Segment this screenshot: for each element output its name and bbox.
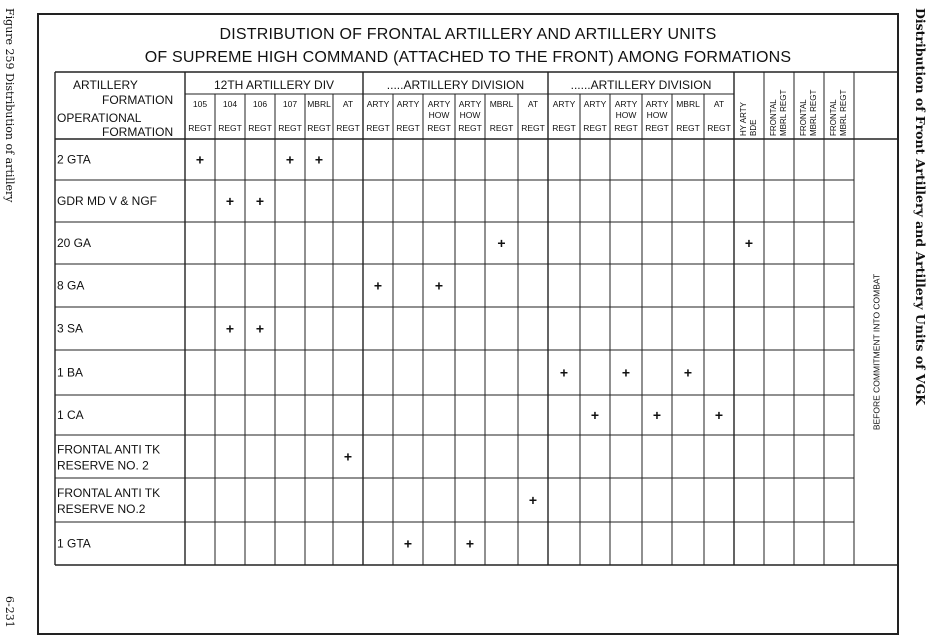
column-header-line3: REGT (583, 123, 607, 133)
plus-mark: + (373, 277, 383, 294)
column-header-line3: REGT (676, 123, 700, 133)
column-header-line1: AT (527, 99, 539, 109)
plus-mark: + (683, 364, 693, 381)
group-header-label: ......ARTILLERY DIVISION (570, 78, 712, 92)
column-header-line1: MBRL (489, 99, 514, 109)
row-label: 3 SA (57, 321, 84, 336)
extra-column-header-line1: FRONTAL (799, 99, 808, 136)
plus-mark: + (528, 492, 538, 508)
row-label-line2: RESERVE NO.2 (57, 502, 146, 516)
running-header-text: Distribution of Front Artillery and Artillery Units of VGK (913, 8, 928, 406)
row-label: 2 GTA (57, 152, 91, 167)
row-label: 1 CA (57, 408, 84, 422)
plus-mark: + (314, 151, 324, 168)
plus-mark: + (225, 193, 235, 209)
column-header-line1: ARTY (645, 99, 669, 109)
column-header-line3: REGT (645, 123, 669, 133)
title-line-1: DISTRIBUTION OF FRONTAL ARTILLERY AND ARTILLERY UNITS (219, 26, 717, 43)
plus-mark: + (744, 235, 754, 251)
row-label: 8 GA (57, 278, 85, 293)
page-number-text: 6-231 (3, 596, 16, 628)
group-header-label: .....ARTILLERY DIVISION (386, 78, 525, 92)
column-header-line1: 105 (192, 99, 208, 109)
column-header-line1: MBRL (676, 99, 700, 109)
plus-mark: + (714, 407, 724, 423)
extra-column-header-line2: MBRL REGT (779, 89, 788, 136)
corner-formation-label: FORMATION (102, 93, 174, 107)
plus-mark: + (343, 448, 353, 465)
column-header-line3: REGT (218, 123, 242, 133)
row-label: 1 GTA (57, 536, 91, 551)
figure-caption-text: Figure 259 Distribution of artillery (3, 8, 16, 203)
plus-mark: + (434, 277, 444, 294)
extra-column-header-line2: BDE (749, 119, 758, 136)
plus-mark: + (403, 535, 413, 552)
plus-mark: + (465, 535, 475, 552)
column-header-line1: ARTY (427, 99, 451, 109)
column-header-line2: HOW (428, 110, 450, 120)
column-header-line1: MBRL (307, 99, 331, 109)
column-header-line3: REGT (552, 123, 576, 133)
corner-operational-label: OPERATIONAL (57, 111, 142, 125)
column-header-line2: HOW (646, 110, 668, 120)
column-header-line3: REGT (248, 123, 272, 133)
extra-column-header-line2: MBRL REGT (809, 89, 818, 136)
plus-mark: + (621, 364, 631, 381)
plus-mark: + (497, 235, 506, 251)
column-header-line3: REGT (489, 123, 514, 133)
column-header-line3: REGT (336, 123, 360, 133)
column-header-line3: REGT (614, 123, 638, 133)
row-label-line1: FRONTAL ANTI TK (57, 442, 161, 457)
column-header-line3: REGT (366, 123, 390, 133)
column-header-line1: AT (713, 99, 725, 109)
column-header-line1: ARTY (552, 99, 576, 109)
vertical-note: BEFORE COMMITMENT INTO COMBAT (871, 273, 882, 431)
plus-mark: + (225, 320, 235, 337)
column-header-line2: HOW (459, 110, 481, 120)
column-header-line1: 106 (252, 99, 268, 109)
extra-column-header-line1: FRONTAL (769, 99, 778, 136)
column-header-line1: ARTY (396, 99, 420, 109)
row-label-line1: FRONTAL ANTI TK (57, 486, 161, 500)
column-header-line3: REGT (521, 123, 545, 133)
column-header-line3: REGT (458, 123, 482, 133)
extra-column-header-line2: MBRL REGT (839, 89, 848, 136)
column-header-line1: 107 (282, 99, 298, 109)
group-header-label: 12TH ARTILLERY DIV (213, 78, 335, 92)
plus-mark: + (255, 193, 265, 209)
corner-artillery-label: ARTILLERY (73, 78, 138, 92)
plus-mark: + (195, 151, 205, 168)
column-header-line3: REGT (396, 123, 420, 133)
column-header-line1: ARTY (583, 99, 607, 109)
column-header-line1: 104 (222, 99, 238, 109)
row-label-line2: RESERVE NO. 2 (57, 458, 149, 473)
plus-mark: + (559, 364, 569, 381)
plus-mark: + (590, 407, 600, 423)
column-header-line1: ARTY (458, 99, 482, 109)
column-header-line2: HOW (615, 110, 637, 120)
column-header-line1: ARTY (366, 99, 390, 109)
row-label: 20 GA (57, 236, 92, 250)
row-label: 1 BA (57, 365, 84, 380)
column-header-line3: REGT (278, 123, 302, 133)
title-line-2: OF SUPREME HIGH COMMAND (ATTACHED TO THE FRONT) AMONG FORMATIONS (144, 49, 792, 66)
plus-mark: + (285, 151, 295, 168)
corner-operational-formation-label: FORMATION (102, 125, 174, 139)
column-header-line3: REGT (307, 123, 331, 133)
extra-column-header-line1: HY ARTY (739, 102, 748, 136)
column-header-line3: REGT (707, 123, 731, 133)
column-header-line3: REGT (188, 123, 212, 133)
row-label: GDR MD V & NGF (57, 194, 158, 208)
extra-column-header-line1: FRONTAL (829, 99, 838, 136)
column-header-line3: REGT (427, 123, 451, 133)
plus-mark: + (255, 320, 265, 337)
plus-mark: + (652, 407, 662, 423)
column-header-line1: ARTY (614, 99, 638, 109)
column-header-line1: AT (342, 99, 354, 109)
